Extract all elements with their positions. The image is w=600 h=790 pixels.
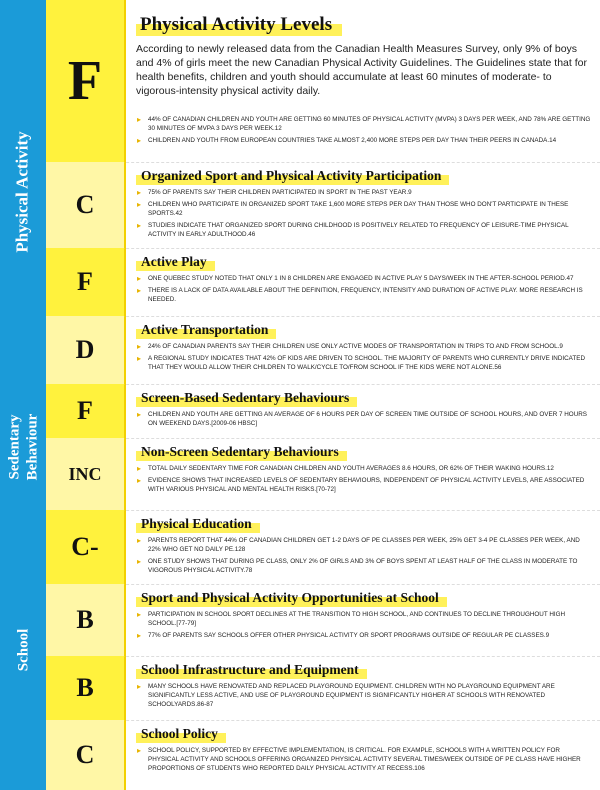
row-content xyxy=(136,112,592,148)
grade-row xyxy=(0,384,600,438)
bullet-list xyxy=(136,410,592,428)
bullet-item: ▸ PARTICIPATION IN SCHOOL SPORT DECLINES AT THE TRANSITION TO HIGH SCHOOL, AND CONTINUES TO DECLINE THROUGHOUT HIGH SCHOOL.[77-79] xyxy=(136,610,592,628)
row-title: School Infrastructure and Equipment xyxy=(136,661,367,679)
bullet-list xyxy=(136,342,592,372)
row-title: Active Transportation xyxy=(136,321,276,339)
row-content xyxy=(136,725,592,776)
grade-row xyxy=(0,720,600,790)
row-title: Organized Sport and Physical Activity Participation xyxy=(136,167,449,185)
bullet-list xyxy=(136,610,592,640)
grade-letter: F xyxy=(77,396,93,425)
row-content xyxy=(136,253,592,307)
page-title: Physical Activity Levels xyxy=(136,14,342,36)
bullet-item: ▸ CHILDREN AND YOUTH ARE GETTING AN AVERAGE OF 6 HOURS PER DAY OF SCREEN TIME OUTSIDE OF SCHOOL HOURS, AND OVER 7 HOURS ON WEEKEND DAYS.[2009-06 HBSC] xyxy=(136,410,592,428)
grade-box xyxy=(46,162,124,248)
bullet-item: ▸ STUDIES INDICATE THAT ORGANIZED SPORT DURING CHILDHOOD IS POSITIVELY RELATED TO FREQUENCY OF LEISURE-TIME PHYSICAL ACTIVITY IN EARLY ADULTHOOD.46 xyxy=(136,221,592,239)
grade-row xyxy=(0,510,600,584)
grade-letter: C- xyxy=(71,532,99,561)
bullet-item: ▸ 24% OF CANADIAN PARENTS SAY THEIR CHILDREN USE ONLY ACTIVE MODES OF TRANSPORTATION IN TRIPS TO AND FROM SCHOOL.9 xyxy=(136,342,592,351)
bullet-item: ▸ THERE IS A LACK OF DATA AVAILABLE ABOUT THE DEFINITION, FREQUENCY, INTENSITY AND DURATION OF ACTIVE PLAY. MORE RESEARCH IS NEEDED. xyxy=(136,286,592,304)
grade-box xyxy=(46,510,124,584)
bullet-item: ▸ PARENTS REPORT THAT 44% OF CANADIAN CHILDREN GET 1-2 DAYS OF PE CLASSES PER WEEK, 25% GET 3-4 PE CLASSES PER WEEK, AND 22% WHO GET NO DAILY PE.128 xyxy=(136,536,592,554)
sedentary-label-text: Sedentary Behaviour xyxy=(6,413,41,481)
bullet-list xyxy=(136,115,592,145)
bullet-item: ▸ MANY SCHOOLS HAVE RENOVATED AND REPLACED PLAYGROUND EQUIPMENT. CHILDREN WITH NO PLAYGROUND EQUIPMENT ARE SIGNIFICANTLY LESS ACTIVE, AND USE OF PLAYGROUND EQUIPMENT IS SIGNIFICANTLY HIGHER AT SCHOOLS WITH RENOVATED SCHOOLYARDS.86-87 xyxy=(136,682,592,709)
grade-letter: INC xyxy=(68,463,102,484)
row-content xyxy=(136,321,592,375)
row-content xyxy=(136,589,592,643)
row-title: School Policy xyxy=(136,725,226,743)
row-content xyxy=(136,443,592,497)
grade-letter: F xyxy=(77,267,93,296)
bullet-item: ▸ EVIDENCE SHOWS THAT INCREASED LEVELS OF SEDENTARY BEHAVIOURS, INDEPENDENT OF PHYSICAL ACTIVITY LEVELS, ARE ASSOCIATED WITH VARIOUS PHYSICAL AND MENTAL HEALTH RISKS.[70-72] xyxy=(136,476,592,494)
bullet-list xyxy=(136,188,592,239)
grade-row xyxy=(0,248,600,316)
grade-box xyxy=(46,384,124,438)
bullet-item: ▸ TOTAL DAILY SEDENTARY TIME FOR CANADIAN CHILDREN AND YOUTH AVERAGES 8.6 HOURS, OR 62% OF THEIR WAKING HOURS.12 xyxy=(136,464,592,473)
bullet-item: ▸ CHILDREN AND YOUTH FROM EUROPEAN COUNTRIES TAKE ALMOST 2,400 MORE STEPS PER DAY THAN THEIR PEERS IN CANADA.14 xyxy=(136,136,592,145)
row-title: Active Play xyxy=(136,253,215,271)
intro-text: According to newly released data from the Canadian Health Measures Survey, only 9% of boys and 4% of girls meet the new Canadian Physical Activity Guidelines. The Guidelines state that for health benefits, children and youth should accumulate at least 60 minutes of moderate- to vigorous-intensity physical activity daily. xyxy=(136,43,587,97)
bullet-item: ▸ 75% OF PARENTS SAY THEIR CHILDREN PARTICIPATED IN SPORT IN THE PAST YEAR.9 xyxy=(136,188,592,197)
grade-box xyxy=(46,720,124,790)
bullet-item: ▸ CHILDREN WHO PARTICIPATE IN ORGANIZED SPORT TAKE 1,600 MORE STEPS PER DAY THAN THOSE WHO DON'T PARTICIPATE IN THESE SPORTS.42 xyxy=(136,200,592,218)
row-title: Physical Education xyxy=(136,515,260,533)
row-title: Non-Screen Sedentary Behaviours xyxy=(136,443,347,461)
section-label-school: School xyxy=(14,628,31,672)
grade-box xyxy=(46,584,124,656)
bullet-item: ▸ 44% OF CANADIAN CHILDREN AND YOUTH ARE GETTING 60 MINUTES OF PHYSICAL ACTIVITY (MVPA) 3 DAYS PER WEEK, AND 78% ARE GETTING 30 MINUTES OF MVPA 3 DAYS PER WEEK.12 xyxy=(136,115,592,133)
row-content xyxy=(136,661,592,712)
bullet-list xyxy=(136,464,592,494)
grade-row xyxy=(0,316,600,384)
grade-box xyxy=(46,248,124,316)
grade-letter: B xyxy=(76,605,94,634)
bullet-item: ▸ SCHOOL POLICY, SUPPORTED BY EFFECTIVE IMPLEMENTATION, IS CRITICAL. FOR EXAMPLE, SCHOOLS WITH A WRITTEN POLICY FOR PHYSICAL ACTIVITY AND SCHOOLS OFFERING ORGANIZED PHYSICAL ACTIVITY SEVERAL TIMES/WEEK OUTSIDE OF PE CLASS HAVE HIGHER PROPORTIONS OF STUDENTS WHO REPORTED DAILY PHYSICAL ACTIVITY AT RECESS.106 xyxy=(136,746,592,773)
row-content xyxy=(136,515,592,578)
bullet-item: ▸ ONE QUEBEC STUDY NOTED THAT ONLY 1 IN 8 CHILDREN ARE ENGAGED IN ACTIVE PLAY 5 DAYS/WEEK IN THE AFTER-SCHOOL PERIOD.47 xyxy=(136,274,592,283)
grade-row xyxy=(0,438,600,510)
grade-box xyxy=(46,316,124,384)
section-label-physical-activity: Physical Activity xyxy=(13,131,33,253)
grade-letter: C xyxy=(75,740,95,769)
row-content xyxy=(136,167,592,242)
row-title: Screen-Based Sedentary Behaviours xyxy=(136,389,357,407)
bullet-item: ▸ A REGIONAL STUDY INDICATES THAT 42% OF KIDS ARE DRIVEN TO SCHOOL. THE MAJORITY OF PARENTS WHO CURRENTLY DRIVE INDICATED THAT THEY WOULD ALLOW THEIR CHILDREN TO WALK/CYCLE TO/FROM SCHOOL IF THE KIDS WERE NOT ALONE.56 xyxy=(136,354,592,372)
row-title: Sport and Physical Activity Opportunities at School xyxy=(136,589,447,607)
grade-row xyxy=(0,584,600,656)
bullet-list xyxy=(136,746,592,773)
bullet-item: ▸ 77% OF PARENTS SAY SCHOOLS OFFER OTHER PHYSICAL ACTIVITY OR SPORT PROGRAMS OUTSIDE OF REGULAR PE CLASSES.9 xyxy=(136,631,592,640)
grade-box xyxy=(46,0,124,162)
grade-row xyxy=(0,162,600,248)
row-content xyxy=(136,389,592,431)
grade-letter: C xyxy=(75,190,95,219)
intro-block xyxy=(136,0,594,102)
grade-letter: F xyxy=(67,50,103,112)
grade-box xyxy=(46,438,124,510)
bullet-item: ▸ ONE STUDY SHOWS THAT DURING PE CLASS, ONLY 2% OF GIRLS AND 3% OF BOYS SPENT AT LEAST HALF OF THE CLASS IN MODERATE TO VIGOROUS PHYSICAL ACTIVITY.78 xyxy=(136,557,592,575)
grade-box xyxy=(46,656,124,720)
bullet-list xyxy=(136,274,592,304)
grade-letter: D xyxy=(75,335,95,364)
bullet-list xyxy=(136,536,592,575)
bullet-list xyxy=(136,682,592,709)
grade-row xyxy=(0,656,600,720)
grade-letter: B xyxy=(76,673,94,702)
